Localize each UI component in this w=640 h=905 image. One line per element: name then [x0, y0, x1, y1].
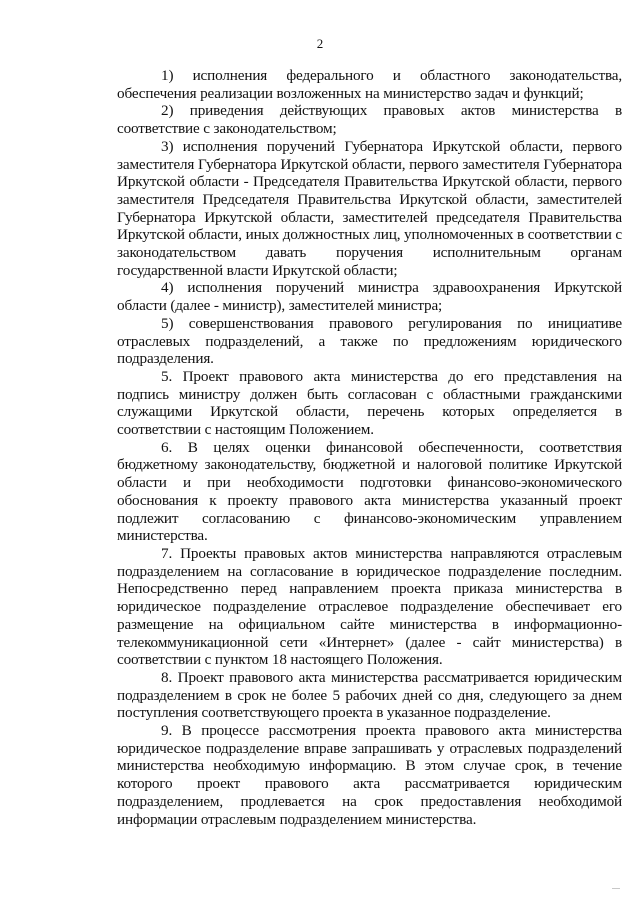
- paragraph-clause-7: 7. Проекты правовых актов министерства направляются отраслевым подразделением на согласование в юридическое подразделение последним. Непосредственно перед направлением проекта приказа министерства в юридическое подразделение отраслевое подразделение обеспечивает его размещение на официальном сайте министерства в информационно-телекоммуникационной сети «Интернет» (далее - сайт министерства) в соответствии с пунктом 18 настоящего Положения.: [117, 544, 622, 669]
- scan-mark: [612, 888, 620, 889]
- document-body: [117, 67, 622, 828]
- paragraph-item-3: 3) исполнения поручений Губернатора Иркутской области, первого заместителя Губернатора Иркутской области, первого заместителя Губернатора Иркутской области - Председателя Правительства Иркутской области, первого заместителя Председателя Правительства Иркутской области, заместителей Губернатора Иркутской области, заместителей председателя Правительства Иркутской области, иных должностных лиц, уполномоченных в соответствии с законодательством давать поручения исполнительным органам государственной власти Иркутской области;: [117, 137, 622, 279]
- page-number: 2: [316, 36, 324, 51]
- paragraph-item-4: 4) исполнения поручений министра здравоохранения Иркутской области (далее - министр), заместителей министра;: [117, 279, 622, 315]
- paragraph-clause-9: 9. В процессе рассмотрения проекта правового акта министерства юридическое подразделение вправе запрашивать у отраслевых подразделений министерства необходимую информацию. В этом случае срок, в течение которого проект правового акта рассматривается юридическим подразделением, продлевается на срок предоставления необходимой информации отраслевым подразделением министерства.: [117, 722, 622, 828]
- paragraph-item-2: 2) приведения действующих правовых актов министерства в соответствие с законодательством;: [117, 102, 622, 138]
- paragraph-item-1: 1) исполнения федерального и областного законодательства, обеспечения реализации возложенных на министерство задач и функций;: [117, 67, 622, 102]
- paragraph-clause-8: 8. Проект правового акта министерства рассматривается юридическим подразделением в срок не более 5 рабочих дней со дня, следующего за днем поступления соответствующего проекта в указанное подразделение.: [117, 668, 622, 722]
- paragraph-item-5: 5) совершенствования правового регулирования по инициативе отраслевых подразделений, а также по предложениям юридического подразделения.: [117, 314, 622, 368]
- paragraph-clause-6: 6. В целях оценки финансовой обеспеченности, соответствия бюджетному законодательству, бюджетной и налоговой политике Иркутской области и при необходимости подготовки финансово-экономического обоснования к проекту правового акта министерства указанный проект подлежит согласованию с финансово-экономическим управлением министерства.: [117, 438, 622, 545]
- paragraph-clause-5: 5. Проект правового акта министерства до его представления на подпись министру должен быть согласован с областными гражданскими служащими Иркутской области, перечень которых определяется в соответствии с настоящим Положением.: [117, 367, 622, 439]
